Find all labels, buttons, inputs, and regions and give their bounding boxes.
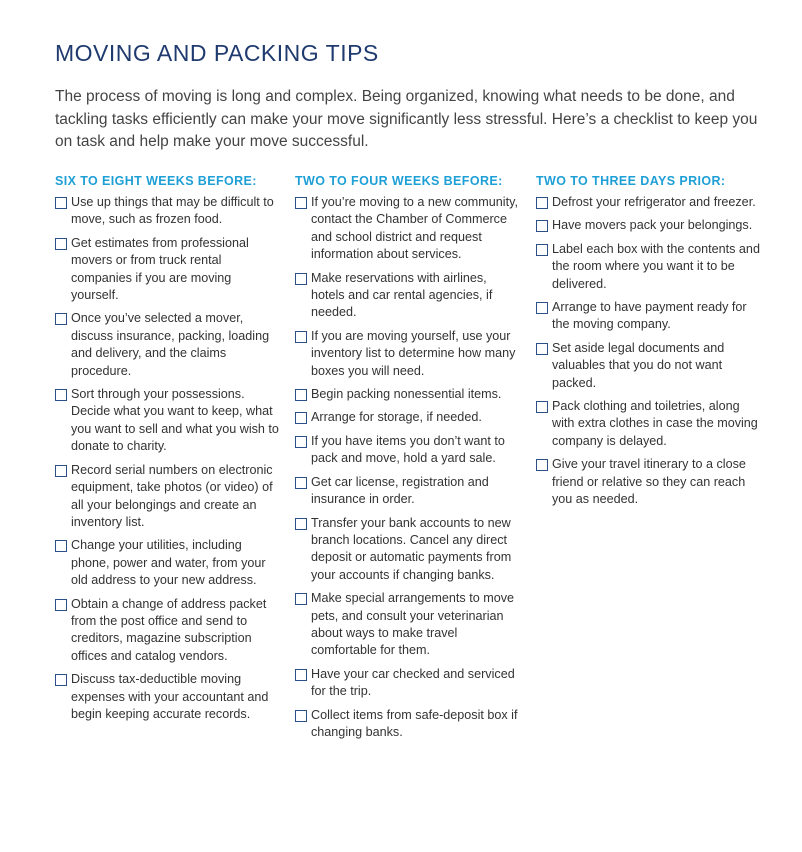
column-heading: TWO TO FOUR WEEKS BEFORE: bbox=[295, 174, 503, 188]
checkbox-icon[interactable] bbox=[536, 244, 548, 256]
checkbox-icon[interactable] bbox=[295, 669, 307, 681]
checkbox-icon[interactable] bbox=[55, 238, 67, 250]
checkbox-icon[interactable] bbox=[295, 197, 307, 209]
checklist-item-text: Get estimates from professional movers or from truck rental companies if you are moving yourself. bbox=[71, 235, 249, 303]
checklist-item bbox=[55, 462, 280, 532]
checkbox-icon[interactable] bbox=[295, 412, 307, 424]
checklist-item bbox=[295, 409, 520, 426]
checklist-item bbox=[295, 328, 520, 380]
checklist-item bbox=[536, 340, 761, 392]
checklist-item-text: Collect items from safe-deposit box if changing banks. bbox=[311, 707, 518, 739]
checklist-item-text: Once you’ve selected a mover, discuss insurance, packing, loading and delivery, and the claims procedure. bbox=[71, 311, 270, 378]
checklist-item bbox=[536, 299, 761, 334]
checkbox-icon[interactable] bbox=[295, 389, 307, 401]
checklist-item-text: If you have items you don’t want to pack and move, hold a yard sale. bbox=[311, 433, 505, 466]
page-title: MOVING AND PACKING TIPS bbox=[55, 40, 379, 66]
checkbox-icon[interactable] bbox=[536, 302, 548, 314]
checklist-item-text: Transfer your bank accounts to new branch locations. Cancel any direct deposit or automatic payments from your accounts if changing banks. bbox=[311, 515, 512, 582]
checklist-item bbox=[295, 590, 520, 660]
checklist-item bbox=[55, 537, 280, 589]
checklist-item bbox=[295, 666, 520, 701]
checklist-item bbox=[295, 386, 520, 403]
checklist-item bbox=[536, 194, 761, 211]
checklist-item-text: Get car license, registration and insurance in order. bbox=[311, 474, 489, 507]
checklist-item bbox=[295, 707, 520, 742]
checklist-item-text: Discuss tax-deductible moving expenses with your accountant and begin keeping accurate records. bbox=[71, 672, 269, 721]
checklist-item-text: Sort through your possessions. Decide what you want to keep, what you want to sell and what you wish to donate to charity. bbox=[71, 387, 279, 454]
checkbox-icon[interactable] bbox=[536, 343, 548, 355]
checkbox-icon[interactable] bbox=[55, 197, 67, 209]
checklist-item bbox=[55, 194, 280, 229]
checklist-item bbox=[536, 398, 761, 450]
checklist-item-text: Begin packing nonessential items. bbox=[311, 387, 502, 402]
checklist-item-text: If you’re moving to a new community, contact the Chamber of Commerce and school district and request information about services. bbox=[311, 195, 518, 262]
checklist-item bbox=[295, 270, 520, 322]
checkbox-icon[interactable] bbox=[55, 540, 67, 552]
checklist-item bbox=[295, 194, 520, 264]
checklist-item bbox=[295, 474, 520, 509]
checklist-column-six-to-eight-weeks bbox=[55, 174, 280, 729]
checklist-item-text: Change your utilities, including phone, power and water, from your old address to your new address. bbox=[71, 538, 266, 588]
checkbox-icon[interactable] bbox=[295, 273, 307, 285]
checklist-item bbox=[295, 433, 520, 468]
checklist-item-text: Pack clothing and toiletries, along with extra clothes in case the moving company is delayed. bbox=[552, 399, 758, 448]
checkbox-icon[interactable] bbox=[295, 518, 307, 530]
checkbox-icon[interactable] bbox=[536, 220, 548, 232]
checklist-item-text: Use up things that may be difficult to move, such as frozen food. bbox=[71, 195, 274, 227]
checklist-item-text: Label each box with the contents and the room where you want it to be delivered. bbox=[552, 241, 760, 291]
checklist-item bbox=[536, 217, 761, 234]
checkbox-icon[interactable] bbox=[295, 477, 307, 489]
checklist-items bbox=[295, 194, 520, 741]
checklist-item bbox=[55, 310, 280, 380]
checklist-item bbox=[536, 241, 761, 293]
checklist-items bbox=[55, 194, 280, 723]
checklist-item-text: Record serial numbers on electronic equipment, take photos (or video) of all your belongings and create an inventory list. bbox=[71, 462, 273, 529]
column-heading: SIX TO EIGHT WEEKS BEFORE: bbox=[55, 174, 257, 188]
checklist-item bbox=[55, 596, 280, 666]
checkbox-icon[interactable] bbox=[536, 459, 548, 471]
checkbox-icon[interactable] bbox=[295, 593, 307, 605]
checklist-item-text: Have movers pack your belongings. bbox=[552, 218, 753, 233]
intro-paragraph: The process of moving is long and complex. Being organized, knowing what needs to be done, and tackling tasks efficiently can make your move significantly less stressful. Here’s a checklist to keep you on task and help make your move successful. bbox=[55, 88, 758, 150]
checklist-item-text: Make special arrangements to move pets, and consult your veterinarian about ways to make travel comfortable for them. bbox=[311, 591, 514, 658]
checklist-items bbox=[536, 194, 761, 509]
checkbox-icon[interactable] bbox=[536, 401, 548, 413]
checkbox-icon[interactable] bbox=[55, 313, 67, 325]
checklist-item-text: Give your travel itinerary to a close friend or relative so they can reach you as needed. bbox=[552, 457, 746, 507]
checklist-item bbox=[55, 386, 280, 456]
checklist-item bbox=[295, 515, 520, 585]
checklist-column-two-to-three-days bbox=[536, 174, 761, 515]
checklist-item bbox=[536, 456, 761, 508]
checklist-item-text: Arrange to have payment ready for the moving company. bbox=[552, 300, 747, 332]
checklist-item bbox=[55, 235, 280, 305]
checkbox-icon[interactable] bbox=[295, 331, 307, 343]
checkbox-icon[interactable] bbox=[295, 436, 307, 448]
checkbox-icon[interactable] bbox=[55, 674, 67, 686]
checklist-item-text: Defrost your refrigerator and freezer. bbox=[552, 195, 756, 209]
checklist-item-text: If you are moving yourself, use your inventory list to determine how many boxes you will need. bbox=[311, 328, 516, 378]
checklist-item-text: Set aside legal documents and valuables that you do not want packed. bbox=[552, 340, 725, 390]
checklist-column-two-to-four-weeks bbox=[295, 174, 520, 747]
checkbox-icon[interactable] bbox=[55, 389, 67, 401]
checklist-item-text: Obtain a change of address packet from the post office and send to creditors, magazine subscription offices and catalog vendors. bbox=[71, 596, 267, 663]
checkbox-icon[interactable] bbox=[55, 599, 67, 611]
checkbox-icon[interactable] bbox=[295, 710, 307, 722]
checklist-item bbox=[55, 671, 280, 723]
checklist-item-text: Make reservations with airlines, hotels and car rental agencies, if needed. bbox=[311, 270, 493, 320]
checkbox-icon[interactable] bbox=[55, 465, 67, 477]
column-heading: TWO TO THREE DAYS PRIOR: bbox=[536, 174, 726, 188]
checklist-item-text: Arrange for storage, if needed. bbox=[311, 410, 482, 425]
checklist-item-text: Have your car checked and serviced for the trip. bbox=[311, 666, 515, 699]
checkbox-icon[interactable] bbox=[536, 197, 548, 209]
